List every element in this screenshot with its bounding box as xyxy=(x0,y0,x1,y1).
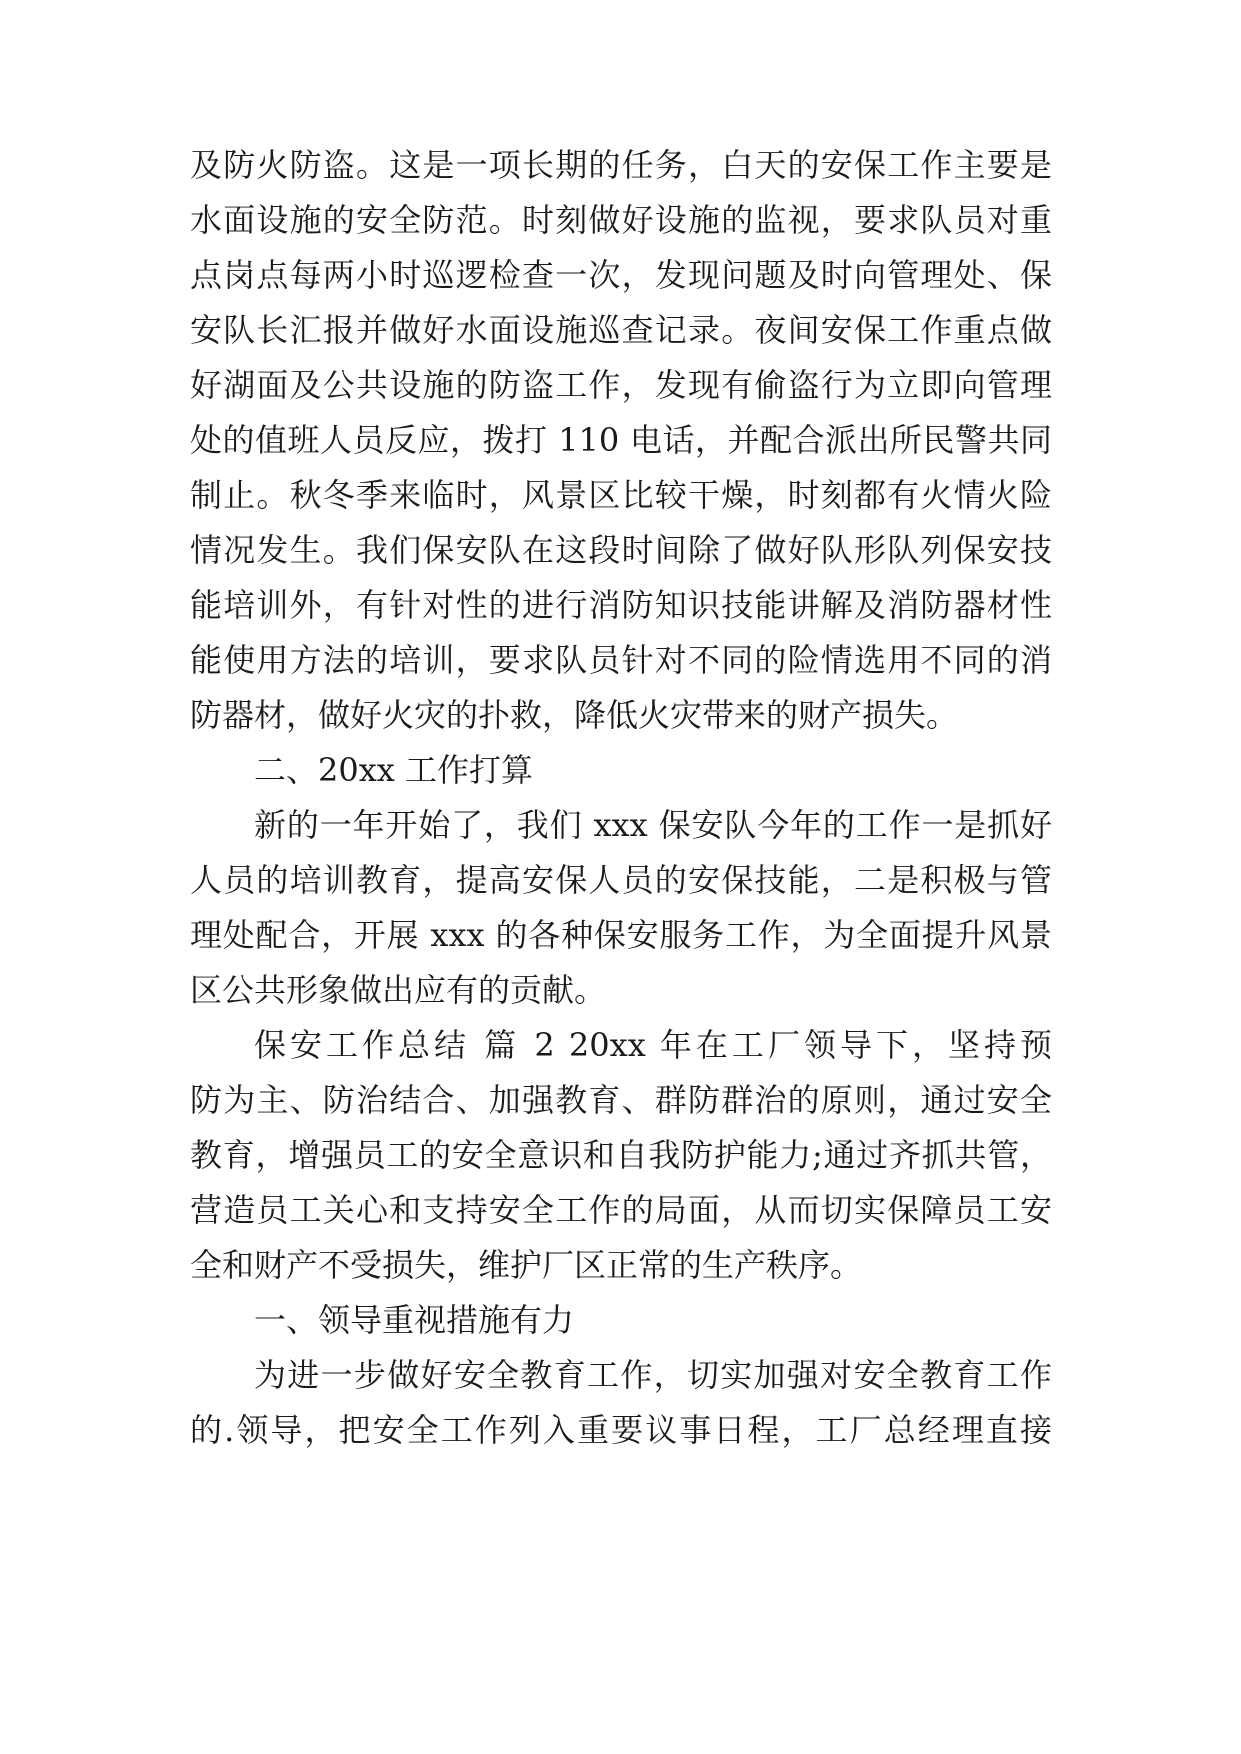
section-heading: 一、领导重视措施有力 xyxy=(254,1301,575,1339)
paragraph-line: 全和财产不受损失，维护厂区正常的生产秩序。 xyxy=(190,1246,863,1284)
paragraph-line: 水面设施的安全防范。时刻做好设施的监视，要求队员对重 xyxy=(190,201,1052,239)
paragraph-line: 营造员工关心和支持安全工作的局面，从而切实保障员工安 xyxy=(190,1191,1052,1229)
paragraph-line: 处的值班人员反应，拨打 110 电话，并配合派出所民警共同 xyxy=(190,421,1052,459)
paragraph-line: 区公共形象做出应有的贡献。 xyxy=(190,971,607,1009)
paragraph-line: 点岗点每两小时巡逻检查一次，发现问题及时向管理处、保 xyxy=(190,256,1052,294)
paragraph-line: 教育，增强员工的安全意识和自我防护能力;通过齐抓共管， xyxy=(190,1136,1052,1174)
paragraph-line: 能培训外，有针对性的进行消防知识技能讲解及消防器材性 xyxy=(190,586,1052,624)
paragraph-line: 人员的培训教育，提高安保人员的安保技能，二是积极与管 xyxy=(190,861,1052,899)
paragraph-line: 制止。秋冬季来临时，风景区比较干燥，时刻都有火情火险 xyxy=(190,476,1052,514)
paragraph-line: 的.领导，把安全工作列入重要议事日程，工厂总经理直接 xyxy=(190,1411,1052,1449)
paragraph-line: 理处配合，开展 xxx 的各种保安服务工作，为全面提升风景 xyxy=(190,916,1052,954)
paragraph-line: 为进一步做好安全教育工作，切实加强对安全教育工作 xyxy=(254,1356,1052,1394)
paragraph-line: 好湖面及公共设施的防盗工作，发现有偷盗行为立即向管理 xyxy=(190,366,1052,404)
paragraph-line: 防器材，做好火灾的扑救，降低火灾带来的财产损失。 xyxy=(190,696,959,734)
paragraph-line: 防为主、防治结合、加强教育、群防群治的原则，通过安全 xyxy=(190,1081,1052,1119)
paragraph-line: 保安工作总结 篇 2 20xx 年在工厂领导下，坚持预 xyxy=(254,1026,1052,1064)
paragraph-line: 及防火防盗。这是一项长期的任务，白天的安保工作主要是 xyxy=(190,146,1052,184)
paragraph-line: 情况发生。我们保安队在这段时间除了做好队形队列保安技 xyxy=(190,531,1052,569)
paragraph-line: 能使用方法的培训，要求队员针对不同的险情选用不同的消 xyxy=(190,641,1052,679)
paragraph-line: 新的一年开始了，我们 xxx 保安队今年的工作一是抓好 xyxy=(254,806,1052,844)
section-heading: 二、20xx 工作打算 xyxy=(254,751,533,789)
paragraph-line: 安队长汇报并做好水面设施巡查记录。夜间安保工作重点做 xyxy=(190,311,1052,349)
